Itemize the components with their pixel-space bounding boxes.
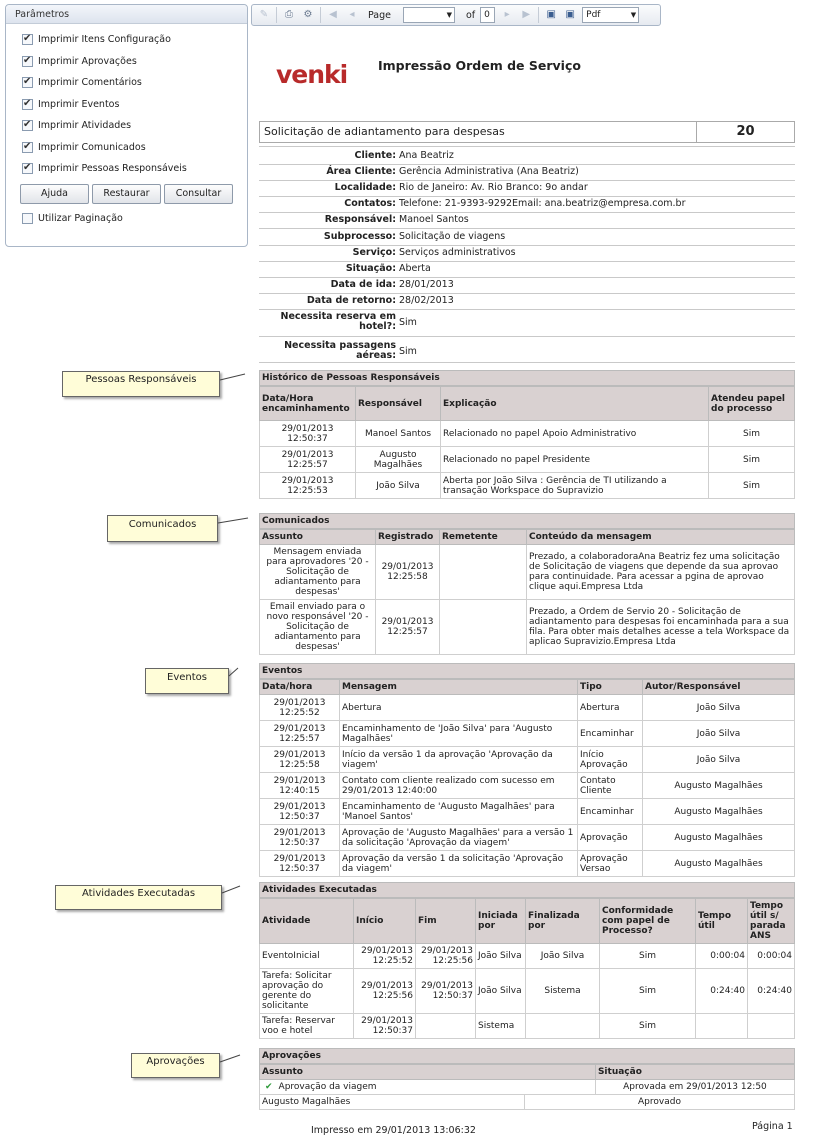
table-cell: 29/01/2013 12:50:37: [260, 421, 356, 447]
field-value: Telefone: 21-9393-9292Email: ana.beatriz@empresa.com.br: [399, 198, 686, 209]
field-value: Rio de Janeiro: Av. Rio Branco: 9o andar: [399, 182, 588, 193]
field-value: Serviços administrativos: [399, 247, 516, 258]
option-label: Imprimir Comunicados: [38, 141, 146, 153]
table-cell: Augusto Magalhães: [643, 851, 795, 877]
table-cell: Augusto Magalhães: [643, 799, 795, 825]
field-value: Aberta: [399, 263, 431, 274]
col-header: Conteúdo da mensagem: [527, 530, 795, 545]
field-value: Solicitação de viagens: [399, 231, 506, 242]
col-header: Finalizada por: [526, 899, 600, 944]
option-label: Imprimir Comentários: [38, 77, 142, 89]
table-cell: EventoInicial: [260, 944, 354, 969]
table-cell: Prezado, a colaboradoraAna Beatriz fez uma solicitação de Solicitação de viagens que depende da sua aprovao para continuidade. Para acessar a pgina de aprovao clique aqui.Empresa Ltda: [527, 545, 795, 600]
table-cell: Aprovação Versao: [578, 851, 643, 877]
table-cell: Início da versão 1 da aprovação 'Aprovação da viagem': [340, 747, 578, 773]
chevron-down-icon: ▼: [446, 11, 452, 19]
report-title: Impressão Ordem de Serviço: [378, 58, 581, 73]
table-cell: 29/01/2013 12:50:37: [260, 799, 340, 825]
col-header: Situação: [595, 1065, 794, 1080]
pointer-line: [218, 518, 248, 523]
table-cell: Manoel Santos: [356, 421, 441, 447]
col-header: Data/Hora encaminhamento: [260, 387, 356, 421]
col-header: Tempo útil: [696, 899, 748, 944]
table-cell: Augusto Magalhães: [356, 447, 441, 473]
section-title: Eventos: [259, 663, 795, 679]
pointer-line: [220, 374, 245, 380]
col-header: Data/hora: [260, 680, 340, 695]
table-cell: 29/01/2013 12:25:56: [354, 969, 416, 1014]
option-label: Imprimir Eventos: [38, 98, 120, 110]
field-label: Contatos:: [344, 198, 396, 209]
table-cell: Tarefa: Reservar voo e hotel: [260, 1014, 354, 1039]
table-cell: Relacionado no papel Presidente: [441, 447, 709, 473]
check-icon: ✔: [265, 1082, 273, 1092]
table-cell: 0:24:40: [748, 969, 795, 1014]
option-label: Utilizar Paginação: [38, 212, 123, 224]
table-cell: Encaminhamento de 'Augusto Magalhães' para 'Manoel Santos': [340, 799, 578, 825]
prev-page-icon[interactable]: ◂: [349, 9, 355, 20]
table-cell: Augusto Magalhães: [643, 825, 795, 851]
field-label: Localidade:: [334, 182, 396, 193]
table-cell: Sim: [600, 944, 696, 969]
table-cell: 29/01/2013 12:40:15: [260, 773, 340, 799]
section-title: Comunicados: [259, 513, 795, 529]
table-cell: 29/01/2013 12:25:52: [354, 944, 416, 969]
table-cell: Aprovação de 'Augusto Magalhães' para a versão 1 da solicitação 'Aprovação da viagem': [340, 825, 578, 851]
table-cell: 29/01/2013 12:25:57: [260, 447, 356, 473]
col-header: Fim: [416, 899, 476, 944]
field-label: Situação:: [345, 263, 396, 274]
table-cell: Início Aprovação: [578, 747, 643, 773]
table-cell: Sistema: [476, 1014, 526, 1039]
query-button[interactable]: Consultar: [164, 184, 233, 204]
table-cell: Prezado, a Ordem de Servio 20 - Solicitação de adiantamento para despesas foi encaminhada para a sua fila. Para obter mais detalhes acesse a tela Workspace da aplicao Supravizio.Empresa Ltda: [527, 600, 795, 655]
section-title: Atividades Executadas: [259, 882, 795, 898]
field-value: Sim: [399, 317, 417, 328]
col-header: Remetente: [440, 530, 527, 545]
table-cell: Abertura: [340, 695, 578, 721]
table-cell: Mensagem enviada para aprovadores '20 - Solicitação de adiantamento para despesas': [260, 545, 376, 600]
callout-label: Eventos: [167, 672, 207, 683]
field-label: Área Cliente:: [326, 166, 396, 177]
pointer-line: [222, 886, 240, 893]
table-cell: 29/01/2013 12:25:58: [260, 747, 340, 773]
field-value: 28/02/2013: [399, 295, 454, 306]
approver-status: Aprovado: [525, 1095, 795, 1110]
section-title: Aprovações: [259, 1048, 795, 1064]
help-button[interactable]: Ajuda: [20, 184, 89, 204]
table-cell: Sim: [600, 1014, 696, 1039]
col-header: Registrado: [376, 530, 440, 545]
approval-status: Aprovada em 29/01/2013 12:50: [595, 1080, 794, 1095]
col-header: Explicação: [441, 387, 709, 421]
chevron-down-icon: ▼: [630, 11, 637, 19]
last-page-icon[interactable]: ▶: [522, 9, 531, 20]
subject-text: Solicitação de adiantamento para despesas: [260, 122, 697, 142]
page-total-input[interactable]: 0: [480, 7, 495, 23]
col-header: Mensagem: [340, 680, 578, 695]
callout-label: Aprovações: [146, 1056, 205, 1067]
table-cell: Email enviado para o novo responsável '20 - Solicitação de adiantamento para despesas': [260, 600, 376, 655]
option-label: Imprimir Pessoas Responsáveis: [38, 163, 187, 175]
table-cell: 29/01/2013 12:25:57: [376, 600, 440, 655]
page-number: Página 1: [752, 1121, 793, 1132]
table-cell: João Silva: [476, 944, 526, 969]
print-icon[interactable]: ⎙: [285, 9, 293, 20]
col-header: Iniciada por: [476, 899, 526, 944]
of-label: of: [466, 9, 476, 21]
table-cell: Encaminhamento de 'João Silva' para 'Augusto Magalhães': [340, 721, 578, 747]
table-cell: João Silva: [356, 473, 441, 499]
table-cell: João Silva: [643, 747, 795, 773]
table-cell: João Silva: [643, 721, 795, 747]
table-cell: 29/01/2013 12:25:56: [416, 944, 476, 969]
table-cell: Sistema: [526, 969, 600, 1014]
print-setup-icon[interactable]: ⚙: [303, 9, 313, 20]
col-header: Responsável: [356, 387, 441, 421]
table-cell: Contato Cliente: [578, 773, 643, 799]
col-header: Assunto: [260, 530, 376, 545]
callout-label: Comunicados: [128, 519, 197, 530]
first-page-icon[interactable]: ◀: [329, 9, 337, 20]
col-header: Autor/Responsável: [643, 680, 795, 695]
col-header: Início: [354, 899, 416, 944]
col-header: Tipo: [578, 680, 643, 695]
pointer-line: [229, 668, 238, 676]
col-header: Atividade: [260, 899, 354, 944]
field-value: Manoel Santos: [399, 214, 469, 225]
table-cell: Sim: [709, 421, 795, 447]
option-label: Imprimir Aprovações: [38, 55, 137, 67]
callout-label: Pessoas Responsáveis: [85, 374, 197, 385]
table-cell: Augusto Magalhães: [643, 773, 795, 799]
printed-at: Impresso em 29/01/2013 13:06:32: [311, 1125, 476, 1136]
approver-name: Augusto Magalhães: [260, 1095, 525, 1110]
field-value: Gerência Administrativa (Ana Beatriz): [399, 166, 579, 177]
table-cell: 0:24:40: [696, 969, 748, 1014]
page-label: Page: [368, 9, 391, 21]
field-label: Data de ida:: [330, 279, 396, 290]
col-header: Assunto: [260, 1065, 596, 1080]
table-cell: Encaminhar: [578, 799, 643, 825]
table-cell: Sim: [709, 473, 795, 499]
table-cell: 0:00:04: [748, 944, 795, 969]
table-cell: Encaminhar: [578, 721, 643, 747]
field-label: Cliente:: [354, 150, 396, 161]
table-cell: Sim: [709, 447, 795, 473]
field-label: Responsável:: [324, 214, 396, 225]
table-cell: Sim: [600, 969, 696, 1014]
parameters-title: Parâmetros: [6, 5, 247, 24]
field-value: Sim: [399, 346, 417, 357]
callout-label: Atividades Executadas: [81, 888, 196, 899]
table-cell: Contato com cliente realizado com sucesso em 29/01/2013 12:40:00: [340, 773, 578, 799]
table-cell: 29/01/2013 12:25:53: [260, 473, 356, 499]
table-cell: 29/01/2013 12:25:52: [260, 695, 340, 721]
table-cell: João Silva: [476, 969, 526, 1014]
col-header: Conformidade com papel de Processo?: [600, 899, 696, 944]
order-number: 20: [736, 124, 755, 139]
field-label: Subprocesso:: [323, 231, 396, 242]
next-page-icon[interactable]: ▸: [504, 9, 510, 20]
col-header: Atendeu papel do processo: [709, 387, 795, 421]
logo-text: venki: [276, 60, 348, 89]
format-value: Pdf: [586, 10, 601, 20]
table-cell: 29/01/2013 12:25:57: [260, 721, 340, 747]
table-cell: 29/01/2013 12:50:37: [416, 969, 476, 1014]
table-cell: 29/01/2013 12:50:37: [260, 851, 340, 877]
table-cell: 29/01/2013 12:25:58: [376, 545, 440, 600]
export-icon[interactable]: ▣: [565, 9, 575, 20]
table-cell: 29/01/2013 12:50:37: [260, 825, 340, 851]
table-cell: Aprovação: [578, 825, 643, 851]
restore-button[interactable]: Restaurar: [92, 184, 161, 204]
table-cell: Aprovação da versão 1 da solicitação 'Aprovação da viagem': [340, 851, 578, 877]
field-label: Serviço:: [352, 247, 396, 258]
table-cell: Abertura: [578, 695, 643, 721]
table-cell: Relacionado no papel Apoio Administrativo: [441, 421, 709, 447]
option-label: Imprimir Itens Configuração: [38, 34, 171, 46]
table-cell: Aberta por João Silva : Gerência de TI utilizando a transação Workspace do Supravizio: [441, 473, 709, 499]
approval-subject: Aprovação da viagem: [278, 1082, 377, 1092]
table-cell: 29/01/2013 12:50:37: [354, 1014, 416, 1039]
table-cell: João Silva: [526, 944, 600, 969]
col-header: Tempo útil s/ parada ANS: [748, 899, 795, 944]
option-label: Imprimir Atividades: [38, 120, 132, 132]
table-cell: João Silva: [643, 695, 795, 721]
section-title: Histórico de Pessoas Responsáveis: [259, 370, 795, 386]
field-value: 28/01/2013: [399, 279, 454, 290]
field-label: Necessita reserva em hotel?:: [280, 311, 396, 332]
field-label: Necessita passagens aéreas:: [284, 340, 396, 361]
eraser-icon[interactable]: ✎: [259, 9, 269, 20]
save-icon[interactable]: ▣: [546, 9, 556, 20]
pointer-line: [220, 1055, 240, 1062]
field-value: Ana Beatriz: [399, 150, 454, 161]
table-cell: 0:00:04: [696, 944, 748, 969]
table-cell: Tarefa: Solicitar aprovação do gerente do solicitante: [260, 969, 354, 1014]
field-label: Data de retorno:: [306, 295, 396, 306]
